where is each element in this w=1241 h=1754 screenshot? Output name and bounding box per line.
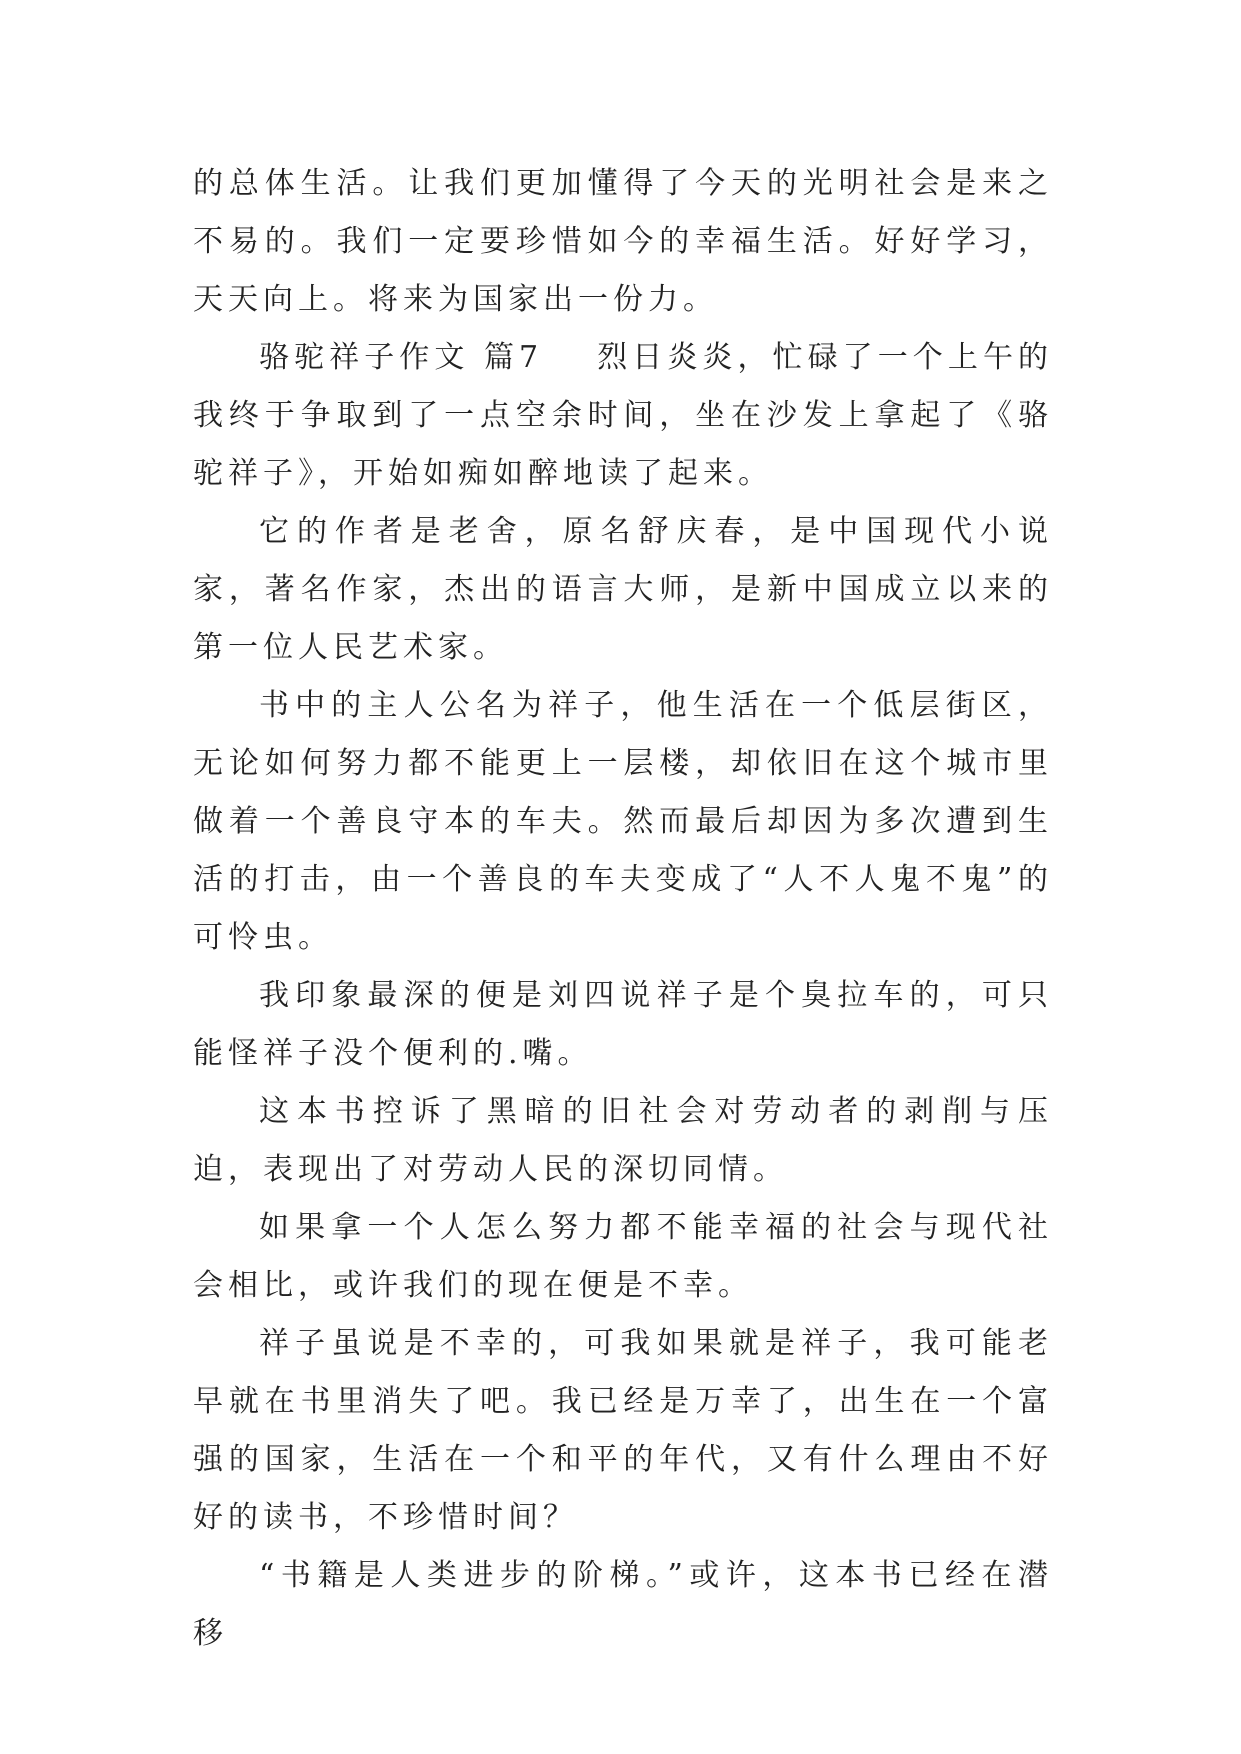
paragraph-7 [193, 1199, 1053, 1315]
paragraph-9 [193, 1547, 1053, 1663]
paragraph-text: 这本书控诉了黑暗的旧社会对劳动者的剥削与压迫，表现出了对劳动人民的深切同情。 [193, 1094, 1053, 1187]
paragraph-text: 祥子虽说是不幸的，可我如果就是祥子，我可能老早就在书里消失了吧。我已经是万幸了，出生在一个富强的国家，生活在一个和平的年代，又有什么理由不好好的读书，不珍惜时间？ [193, 1326, 1053, 1535]
paragraph-8 [193, 1315, 1053, 1547]
paragraph-text: 烈日炎炎，忙碌了一个上午的我终于争取到了一点空余时间，坐在沙发上拿起了《骆驼祥子》，开始如痴如醉地读了起来。 [193, 340, 1054, 491]
paragraph-3 [193, 503, 1053, 677]
paragraph-6 [193, 1083, 1053, 1199]
document-body [193, 155, 1053, 1663]
paragraph-text: “书籍是人类进步的阶梯。”或许，这本书已经在潜移 [193, 1558, 1053, 1651]
paragraph-text: 的总体生活。让我们更加懂得了今天的光明社会是来之不易的。我们一定要珍惜如今的幸福生活。好好学习，天天向上。将来为国家出一份力。 [193, 166, 1053, 317]
paragraph-text: 书中的主人公名为祥子，他生活在一个低层街区，无论如何努力都不能更上一层楼，却依旧在这个城市里做着一个善良守本的车夫。然而最后却因为多次遭到生活的打击，由一个善良的车夫变成了“人不人鬼不鬼”的可怜虫。 [193, 688, 1053, 955]
paragraph-4 [193, 677, 1053, 967]
section-heading: 骆驼祥子作文 篇7 [259, 340, 544, 375]
paragraph-2 [193, 329, 1053, 503]
paragraph-text: 如果拿一个人怎么努力都不能幸福的社会与现代社会相比，或许我们的现在便是不幸。 [193, 1210, 1053, 1303]
paragraph-5 [193, 967, 1053, 1083]
paragraph-1 [193, 155, 1053, 329]
paragraph-text: 它的作者是老舍，原名舒庆春，是中国现代小说家，著名作家，杰出的语言大师，是新中国成立以来的第一位人民艺术家。 [193, 514, 1053, 665]
paragraph-text: 我印象最深的便是刘四说祥子是个臭拉车的，可只能怪祥子没个便利的.嘴。 [193, 978, 1053, 1071]
